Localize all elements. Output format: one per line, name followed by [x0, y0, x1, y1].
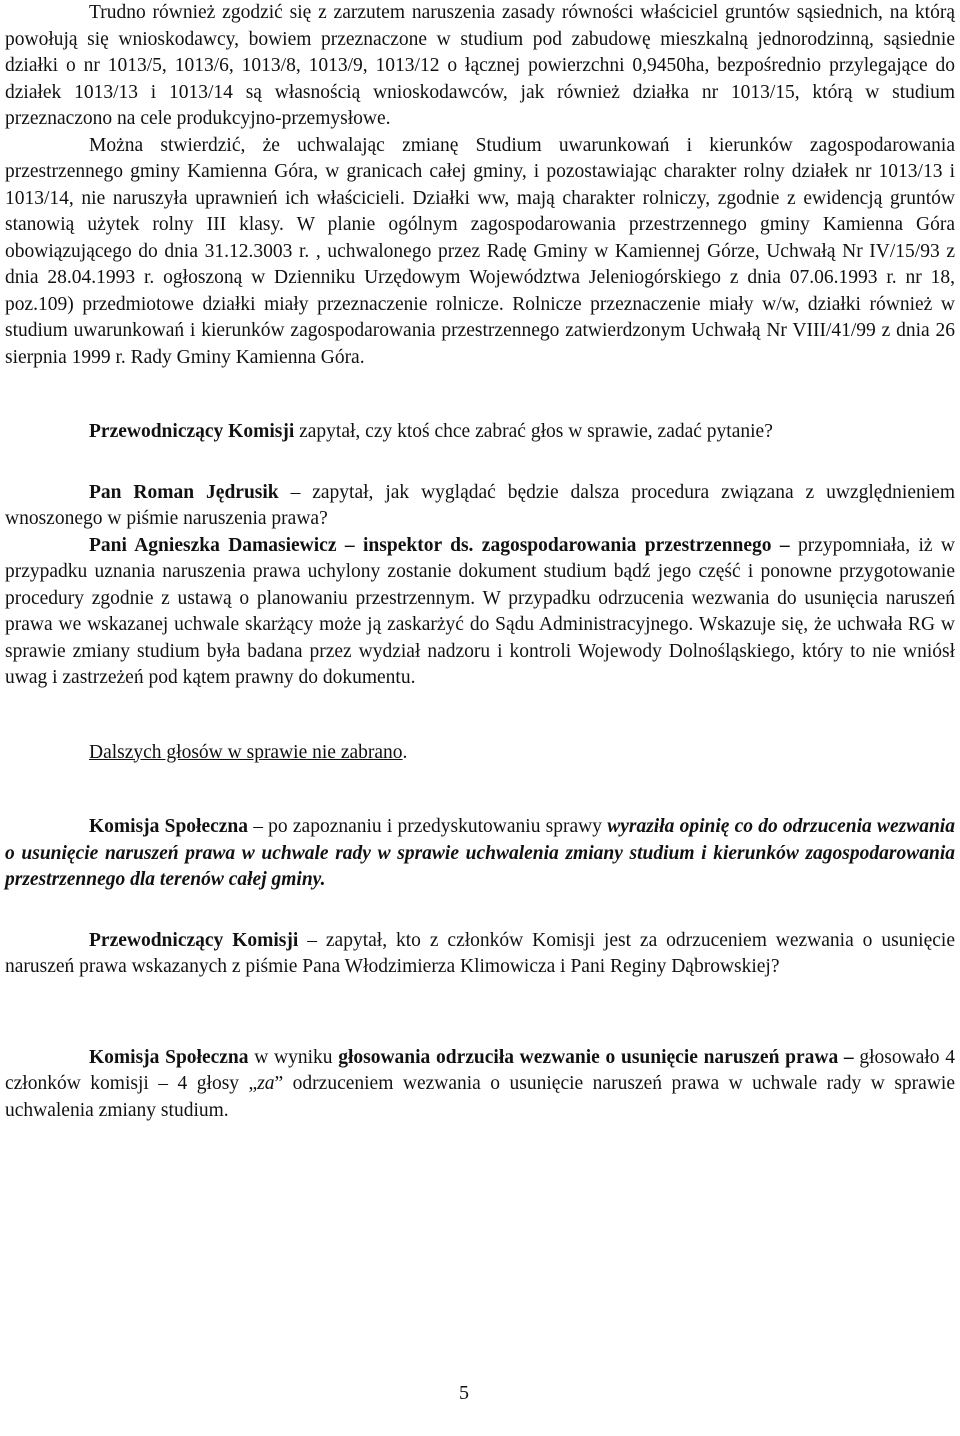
chairman-question-text: zapytał, czy ktoś chce zabrać głos w sprawie, zadać pytanie?: [294, 421, 773, 442]
speaker-chairman-2: Przewodniczący Komisji: [89, 929, 299, 951]
chairman-vote-question-text: – zapytał, kto z członków Komisji jest za odrzuceniem wezwania o usunięcie naruszeń prawa wskazanych z piśmie Pana Włodzimierza Klimowicza i Pani Reginy Dąbrowskiej?: [5, 929, 955, 977]
paragraph-chairman-question: [5, 419, 955, 446]
paragraph-jedrusik-question: [5, 480, 955, 533]
paragraph-commission-opinion: [5, 814, 955, 894]
speaker-chairman: Przewodniczący Komisji: [89, 421, 295, 442]
commission-opinion-emphasis: wyraziła opinię co do odrzucenia wezwania o usunięcie naruszeń prawa w uchwale rady w sprawie uchwalenia zmiany studium i kierunków zagospodarowania przestrzennego dla terenów całej gminy.: [5, 816, 955, 890]
speaker-inspector: Pani Agnieszka Damasiewicz – inspektor ds. zagospodarowania przestrzennego –: [89, 534, 790, 556]
commission-opinion-text: – po zapoznaniu i przedyskutowaniu sprawy: [248, 816, 608, 837]
speaker-commission-2: Komisja Społeczna: [89, 1046, 249, 1068]
vote-result-za: za: [257, 1073, 275, 1094]
paragraph-chairman-vote-question: [5, 928, 955, 981]
paragraph-vote-result: [5, 1045, 955, 1125]
document-page: [5, 0, 955, 1124]
vote-result-text-e: ” odrzuceniem wezwania o usunięcie naruszeń prawa w uchwale rady w sprawie uchwalenia zmiany studium.: [5, 1073, 955, 1121]
vote-result-text-c: głosowało 4 członków komisji – 4 głosy „: [5, 1046, 955, 1094]
paragraph-study-change: Można stwierdzić, że uchwalając zmianę Studium uwarunkowań i kierunków zagospodarowania przestrzennego gminy Kamienna Góra, w granicach całej gminy, i pozostawiając charakter rolny działek nr 1013/13 i 1013/14, nie naruszyła uprawnień ich właścicieli. Działki ww, mają charakter rolniczy, zgodnie z ewidencją gruntów stanowią użytek rolny III klasy. W planie ogólnym zagospodarowania przestrzennego gminy Kamienna Góra obowiązującego do dnia 31.12.3003 r. , uchwalonego przez Radę Gminy w Kamiennej Górze, Uchwałą Nr IV/15/93 z dnia 28.04.1993 r. ogłoszoną w Dzienniku Urzędowym Województwa Jeleniogórskiego z dnia 07.06.1993 r. nr 18, poz.109) przedmiotowe działki miały przeznaczenie rolnicze. Rolnicze przeznaczenie miały w/w, działki również w studium uwarunkowań i kierunków zagospodarowania przestrzennego zatwierdzonym Uchwałą Nr VIII/41/99 z dnia 26 sierpnia 1999 r. Rady Gminy Kamienna Góra.: [5, 134, 955, 368]
paragraph-inspector-answer: [5, 533, 955, 692]
speaker-jedrusik: Pan Roman Jędrusik: [89, 481, 279, 503]
jedrusik-question-text: – zapytał, jak wyglądać będzie dalsza procedura związana z uwzględnieniem wnoszonego w piśmie naruszenia prawa?: [5, 481, 955, 529]
paragraph-no-more-voices: [5, 740, 955, 767]
vote-result-text-a: w wyniku: [248, 1046, 339, 1068]
vote-result-bold: głosowania odrzuciła wezwanie o usunięcie naruszeń prawa –: [338, 1046, 854, 1068]
page-number: 5: [459, 1382, 469, 1404]
speaker-commission: Komisja Społeczna: [89, 816, 249, 837]
inspector-answer-text: przypomniała, iż w przypadku uznania naruszenia prawa uchylony zostanie dokument studium bądź jego część i ponowne przygotowanie procedury zgodnie z ustawą o planowaniu przestrzennym. W przypadku odrzucenia wezwania do usunięcia naruszeń prawa we wskazanej uchwale skarżący może ją zaskarżyć do Sądu Administracyjnego. Wskazuje się, że uchwała RG w sprawie zmiany studium była badana przez wydział nadzoru i kontroli Wojewody Dolnośląskiego, który to nie wniósł uwag i zastrzeżeń pod kątem prawny do dokumentu.: [5, 534, 955, 688]
no-more-voices-period: .: [402, 741, 408, 763]
paragraph-equality-objection: Trudno również zgodzić się z zarzutem naruszenia zasady równości właściciel gruntów sąsiednich, na którą powołują się wnioskodawcy, bowiem przeznaczone w studium pod zabudowę mieszkalną jednorodzinną, sąsiednie działki o nr 1013/5, 1013/6, 1013/8, 1013/9, 1013/12 o łącznej powierzchni 0,9450ha, bezpośrednio przylegające do działek 1013/13 i 1013/14 są własnością wnioskodawców, jak również działka nr 1013/15, którą w studium przeznaczono na cele produkcyjno-przemysłowe.: [5, 2, 955, 129]
no-more-voices-text: Dalszych głosów w sprawie nie zabrano: [89, 741, 403, 763]
